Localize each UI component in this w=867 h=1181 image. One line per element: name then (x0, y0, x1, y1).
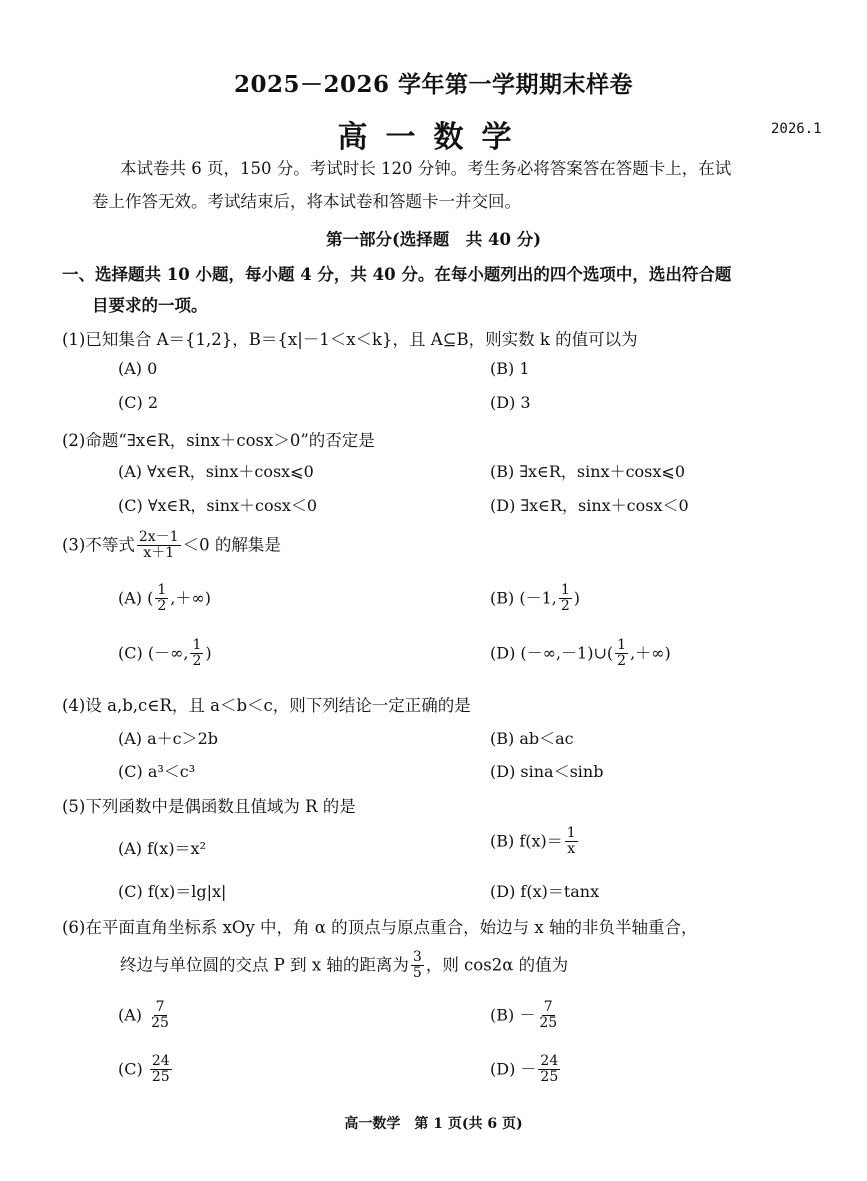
subject-title: 高一数学 (337, 120, 530, 155)
question-2-option-c: (C) ∀x∈R，sinx＋cosx＜0 (118, 496, 318, 515)
question-6-fraction (411, 950, 424, 982)
option-fraction (149, 1000, 171, 1032)
fraction-numerator: 24 (151, 1053, 170, 1069)
question-4-option-a: (A) a＋c＞2b (118, 729, 219, 748)
option-text: (B) f(x)＝ (490, 831, 563, 851)
question-1-option-a: (A) 0 (118, 359, 158, 378)
fraction-denominator: x＋1 (143, 545, 175, 562)
question-3-option-c (118, 638, 212, 670)
fraction-denominator: 2 (157, 598, 167, 615)
question-5-stem: (5)下列函数中是偶函数且值域为 R 的是 (62, 797, 356, 816)
fraction-numerator: 3 (412, 949, 422, 965)
question-2-option-b: (B) ∃x∈R，sinx＋cosx⩽0 (490, 462, 685, 481)
option-fraction (150, 1054, 172, 1086)
question-5-option-a: (A) f(x)＝x² (118, 839, 206, 858)
question-5-option-d: (D) f(x)＝tanx (490, 882, 600, 901)
option-text: ) (573, 588, 581, 608)
fraction-denominator: 2 (560, 598, 570, 615)
option-fraction (155, 583, 168, 615)
question-6-stem-line-2 (120, 950, 568, 982)
fraction-denominator: 25 (151, 1015, 169, 1032)
question-3-stem (62, 530, 281, 562)
question-5-option-c: (C) f(x)＝lg|x| (118, 882, 227, 901)
exam-date: 2026.1 (771, 121, 822, 137)
option-text: ,＋∞) (630, 643, 671, 663)
question-3-option-a (118, 583, 211, 615)
stem-text: 终边与单位圆的交点 P 到 x 轴的距离为 (120, 955, 409, 975)
fraction-denominator: x (567, 841, 576, 858)
stem-text: ，则 cos2α 的值为 (425, 955, 569, 975)
question-1-option-c: (C) 2 (118, 393, 158, 412)
fraction-denominator: 25 (151, 1069, 170, 1086)
option-text: (D) (－∞,－1)∪( (490, 643, 614, 663)
fraction-numerator: 1 (192, 637, 202, 653)
fraction-numerator: 24 (540, 1053, 559, 1069)
fraction-numerator: 1 (617, 637, 627, 653)
fraction-numerator: 1 (566, 825, 576, 841)
question-3-stem-post: ＜0 的解集是 (182, 535, 281, 555)
option-text: (C) (－∞, (118, 643, 189, 663)
question-6-option-b (490, 1000, 561, 1032)
question-1-option-d: (D) 3 (490, 393, 531, 412)
section-instruction-line-1: 一、选择题共 10 小题，每小题 4 分，共 40 分。在每小题列出的四个选项中，选出符合题 (62, 265, 732, 284)
question-6-option-d (490, 1054, 562, 1086)
option-text: (D) － (490, 1059, 537, 1079)
fraction-denominator: 25 (539, 1015, 558, 1032)
question-4-stem: (4)设 a,b,c∈R，且 a＜b＜c，则下列结论一定正确的是 (62, 696, 471, 715)
exam-title: 2025－2026 学年第一学期期末样卷 (233, 71, 634, 98)
option-fraction (559, 583, 572, 615)
question-5-option-b (490, 826, 580, 858)
option-text: ,＋∞) (170, 588, 211, 608)
option-fraction (538, 1054, 560, 1086)
fraction-numerator: 1 (560, 582, 570, 598)
fraction-denominator: 25 (540, 1069, 559, 1086)
question-2-stem: (2)命题“∃x∈R，sinx＋cosx＞0”的否定是 (62, 431, 375, 450)
option-text: (C) (118, 1059, 148, 1079)
question-4-option-d: (D) sina＜sinb (490, 762, 604, 781)
option-fraction (565, 826, 578, 858)
fraction-denominator: 2 (192, 653, 202, 670)
question-4-option-b: (B) ab＜ac (490, 729, 574, 748)
option-text: (B) － (490, 1005, 536, 1025)
question-6-option-c (118, 1054, 174, 1086)
fraction-numerator: 7 (155, 999, 165, 1015)
question-3-stem-pre: (3)不等式 (62, 535, 135, 555)
instructions-line-2: 卷上作答无效。考试结束后，将本试卷和答题卡一并交回。 (92, 192, 521, 211)
part1-heading: 第一部分(选择题 共 40 分) (325, 230, 542, 249)
question-4-option-c: (C) a³＜c³ (118, 762, 196, 781)
question-1-stem: (1)已知集合 A＝{1,2}，B＝{x|－1＜x＜k}，且 A⊆B，则实数 k 的值可以为 (62, 330, 638, 349)
question-3-fraction (137, 530, 181, 562)
question-6-option-a (118, 1000, 173, 1032)
section-instruction-line-2: 目要求的一项。 (92, 296, 208, 315)
fraction-numerator: 7 (543, 999, 553, 1015)
question-3-option-d (490, 638, 671, 670)
page-footer: 高一数学 第 1 页(共 6 页) (344, 1116, 523, 1132)
option-fraction (190, 638, 203, 670)
fraction-denominator: 5 (412, 965, 422, 982)
option-text: (A) (118, 1005, 148, 1025)
option-fraction (615, 638, 628, 670)
question-3-option-b (490, 583, 580, 615)
fraction-denominator: 2 (617, 653, 627, 670)
fraction-numerator: 2x－1 (138, 529, 179, 545)
option-text: ) (205, 643, 212, 663)
question-6-stem-line-1: (6)在平面直角坐标系 xOy 中，角 α 的顶点与原点重合，始边与 x 轴的非负半轴重合， (62, 918, 698, 937)
option-fraction (537, 1000, 559, 1032)
question-2-option-d: (D) ∃x∈R，sinx＋cosx＜0 (490, 496, 689, 515)
option-text: (A) ( (118, 588, 154, 608)
instructions-line-1: 本试卷共 6 页，150 分。考试时长 120 分钟。考生务必将答案答在答题卡上，在试 (120, 159, 732, 178)
fraction-numerator: 1 (157, 582, 167, 598)
question-2-option-a: (A) ∀x∈R，sinx＋cosx⩽0 (118, 462, 314, 481)
option-text: (B) (－1, (490, 588, 557, 608)
question-1-option-b: (B) 1 (490, 359, 530, 378)
